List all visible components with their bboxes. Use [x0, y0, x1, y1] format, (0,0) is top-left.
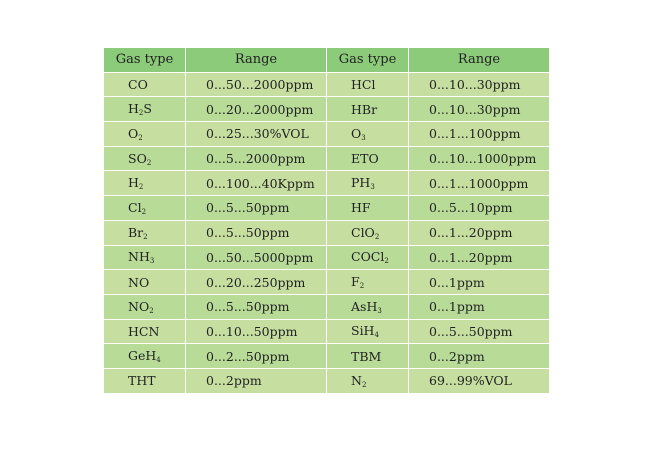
gas-formula-subscript: 2 — [359, 282, 365, 291]
gas-type-cell — [104, 344, 186, 369]
range-cell: 0...2ppm — [186, 368, 327, 393]
range-cell: 0...10...30ppm — [409, 97, 550, 122]
gas-type-cell — [327, 171, 409, 196]
gas-formula-subscript: 2 — [138, 109, 144, 118]
gas-formula: GeH — [128, 348, 157, 364]
range-cell: 69...99%VOL — [409, 368, 550, 393]
range-cell: 0...50...5000ppm — [186, 245, 327, 270]
range-cell: 0...100...40Kppm — [186, 171, 327, 196]
gas-formula: PH — [351, 175, 371, 191]
gas-type-cell — [327, 319, 409, 344]
range-cell: 0...1ppm — [409, 270, 550, 295]
range-cell: 0...5...50ppm — [409, 319, 550, 344]
gas-type-cell — [104, 171, 186, 196]
gas-formula-subscript: 4 — [156, 356, 161, 365]
range-cell: 0...5...10ppm — [409, 196, 550, 221]
gas-formula: HF — [351, 200, 371, 216]
gas-formula: SiH — [351, 323, 375, 339]
gas-type-cell — [104, 270, 186, 295]
header-range-right: Range — [409, 48, 550, 73]
table-row — [104, 196, 550, 221]
gas-formula: COCl — [351, 249, 385, 265]
range-cell: 0...25...30%VOL — [186, 122, 327, 147]
gas-formula: HCl — [351, 77, 376, 93]
gas-type-cell — [327, 344, 409, 369]
range-cell: 0...20...250ppm — [186, 270, 327, 295]
gas-formula-subscript: 2 — [384, 257, 389, 266]
gas-type-cell — [104, 122, 186, 147]
gas-type-cell — [104, 220, 186, 245]
table-row — [104, 97, 550, 122]
gas-formula-suffix: S — [143, 101, 152, 117]
gas-formula: O — [128, 125, 139, 141]
gas-formula: Br — [128, 224, 144, 240]
range-cell: 0...2ppm — [409, 344, 550, 369]
gas-type-cell — [104, 368, 186, 393]
gas-formula-subscript: 2 — [138, 133, 143, 142]
table-row — [104, 294, 550, 319]
table-row — [104, 122, 550, 147]
gas-formula-subscript: 2 — [149, 306, 154, 315]
table-row — [104, 319, 550, 344]
gas-formula: F — [351, 274, 360, 290]
range-cell: 0...50...2000ppm — [186, 72, 327, 97]
gas-formula-subscript: 3 — [361, 133, 366, 142]
gas-type-cell — [104, 97, 186, 122]
gas-formula-subscript: 2 — [141, 207, 147, 216]
range-cell: 0...1...20ppm — [409, 220, 550, 245]
gas-formula: NH — [128, 249, 150, 265]
range-cell: 0...2...50ppm — [186, 344, 327, 369]
table-row — [104, 171, 550, 196]
gas-formula: THT — [128, 373, 156, 389]
gas-formula: N — [351, 372, 362, 388]
range-cell: 0...5...2000ppm — [186, 146, 327, 171]
range-cell: 0...5...50ppm — [186, 294, 327, 319]
gas-type-cell — [104, 146, 186, 171]
range-cell: 0...1ppm — [409, 294, 550, 319]
gas-type-cell — [104, 319, 186, 344]
table-row — [104, 270, 550, 295]
header-range-left: Range — [186, 48, 327, 73]
gas-formula-subscript: 2 — [361, 380, 367, 389]
gas-formula: O — [351, 125, 362, 141]
table-row — [104, 344, 550, 369]
table-row — [104, 146, 550, 171]
gas-type-cell — [327, 294, 409, 319]
table-row — [104, 220, 550, 245]
range-cell: 0...1...20ppm — [409, 245, 550, 270]
gas-formula-subscript: 2 — [374, 232, 380, 241]
gas-formula: H — [128, 175, 139, 191]
gas-formula-subscript: 2 — [146, 158, 152, 167]
gas-formula: HCN — [128, 323, 160, 339]
gas-formula-subscript: 2 — [143, 232, 148, 241]
range-cell: 0...10...30ppm — [409, 72, 550, 97]
gas-formula: NO — [128, 274, 150, 290]
gas-type-cell — [327, 122, 409, 147]
gas-formula-subscript: 3 — [149, 257, 155, 266]
range-cell: 0...1...1000ppm — [409, 171, 550, 196]
range-cell: 0...5...50ppm — [186, 220, 327, 245]
header-gas-type-left: Gas type — [104, 48, 186, 73]
gas-type-cell — [104, 245, 186, 270]
gas-type-cell — [327, 220, 409, 245]
gas-type-cell — [327, 245, 409, 270]
gas-formula: TBM — [351, 348, 382, 364]
gas-formula: CO — [128, 77, 148, 93]
gas-formula: SO — [128, 150, 147, 166]
header-gas-type-right: Gas type — [327, 48, 409, 73]
gas-type-cell — [327, 368, 409, 393]
range-cell: 0...10...50ppm — [186, 319, 327, 344]
gas-formula-subscript: 2 — [138, 183, 144, 192]
table-row — [104, 72, 550, 97]
gas-type-cell — [104, 196, 186, 221]
gas-formula: ClO — [351, 224, 375, 240]
gas-type-cell — [104, 72, 186, 97]
gas-type-cell — [327, 146, 409, 171]
gas-formula-subscript: 4 — [374, 331, 379, 340]
header-row — [104, 48, 550, 73]
gas-formula: H — [128, 101, 139, 117]
gas-type-cell — [104, 294, 186, 319]
table-row — [104, 245, 550, 270]
gas-type-cell — [327, 97, 409, 122]
gas-formula: Cl — [128, 199, 142, 215]
range-cell: 0...10...1000ppm — [409, 146, 550, 171]
gas-type-cell — [327, 196, 409, 221]
gas-formula: NO — [128, 298, 150, 314]
range-cell: 0...20...2000ppm — [186, 97, 327, 122]
gas-type-cell — [327, 270, 409, 295]
gas-formula: HBr — [351, 101, 378, 117]
gas-formula-subscript: 3 — [377, 306, 382, 315]
gas-formula: AsH — [351, 298, 378, 314]
range-cell: 0...5...50ppm — [186, 196, 327, 221]
gas-formula: ETO — [351, 151, 379, 167]
gas-range-table — [103, 47, 550, 394]
range-cell: 0...1...100ppm — [409, 122, 550, 147]
gas-formula-subscript: 3 — [370, 183, 375, 192]
gas-type-cell — [327, 72, 409, 97]
table-row — [104, 368, 550, 393]
